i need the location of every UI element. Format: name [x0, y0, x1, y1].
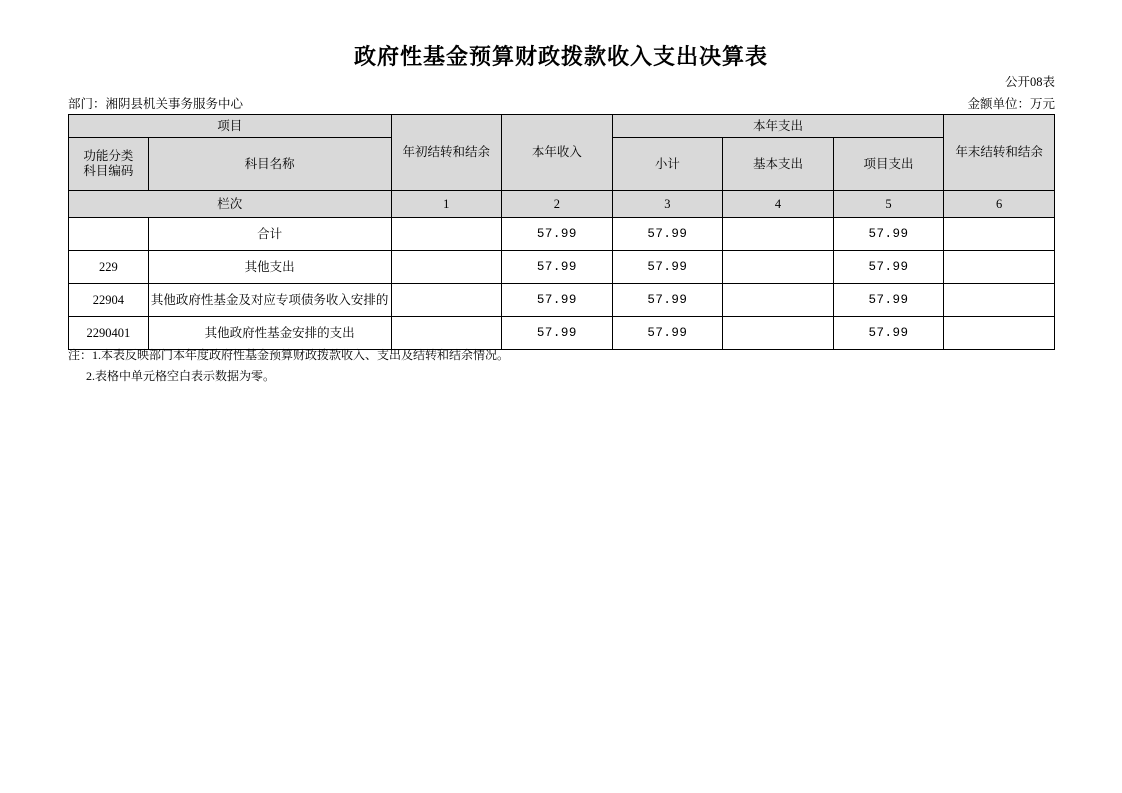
cell-basic [723, 218, 834, 251]
header-function-code-line2: 科目编码 [83, 164, 134, 178]
cell-project: 57.99 [833, 317, 944, 350]
cell-begin-balance [391, 218, 502, 251]
cell-basic [723, 317, 834, 350]
cell-basic [723, 251, 834, 284]
cell-project: 57.99 [833, 284, 944, 317]
header-function-code [69, 138, 149, 191]
cell-code: 2290401 [69, 317, 149, 350]
header-expenditure-group: 本年支出 [612, 115, 944, 138]
cell-end-balance [944, 317, 1055, 350]
cell-subtotal: 57.99 [612, 317, 723, 350]
cell-income: 57.99 [502, 284, 613, 317]
cell-code: 22904 [69, 284, 149, 317]
amount-unit-label: 金额单位：万元 [967, 97, 1055, 111]
column-number-row [69, 191, 1055, 218]
header-item-group: 项目 [69, 115, 392, 138]
cell-end-balance [944, 218, 1055, 251]
cell-project: 57.99 [833, 251, 944, 284]
cell-subtotal: 57.99 [612, 218, 723, 251]
form-code-label: 公开08表 [1004, 75, 1055, 89]
lanci-label: 栏次 [69, 191, 392, 218]
header-subtotal: 小计 [612, 138, 723, 191]
header-function-code-line1: 功能分类 [83, 149, 134, 163]
cell-project: 57.99 [833, 218, 944, 251]
cell-begin-balance [391, 251, 502, 284]
header-basic-expenditure: 基本支出 [723, 138, 834, 191]
lanci-6: 6 [944, 191, 1055, 218]
lanci-1: 1 [391, 191, 502, 218]
header-end-balance: 年末结转和结余 [944, 115, 1055, 191]
cell-name: 其他政府性基金及对应专项债务收入安排的 [148, 284, 391, 317]
lanci-2: 2 [502, 191, 613, 218]
page-title: 政府性基金预算财政拨款收入支出决算表 [353, 44, 768, 69]
cell-name: 其他支出 [148, 251, 391, 284]
cell-code: 229 [69, 251, 149, 284]
table-row [69, 218, 1055, 251]
note-line-2: 2.表格中单元格空白表示数据为零。 [86, 369, 276, 383]
cell-name: 合计 [148, 218, 391, 251]
cell-income: 57.99 [502, 251, 613, 284]
lanci-5: 5 [833, 191, 944, 218]
cell-income: 57.99 [502, 218, 613, 251]
lanci-4: 4 [723, 191, 834, 218]
budget-table [68, 114, 1055, 350]
cell-code [69, 218, 149, 251]
cell-begin-balance [391, 284, 502, 317]
table-notes [68, 345, 509, 387]
lanci-3: 3 [612, 191, 723, 218]
table-row [69, 251, 1055, 284]
table-header-group-row [69, 115, 1055, 138]
cell-basic [723, 284, 834, 317]
department-label: 部门：湘阴县机关事务服务中心 [68, 97, 244, 111]
cell-subtotal: 57.99 [612, 251, 723, 284]
header-project-expenditure: 项目支出 [833, 138, 944, 191]
cell-name: 其他政府性基金安排的支出 [148, 317, 391, 350]
cell-end-balance [944, 251, 1055, 284]
cell-income: 57.99 [502, 317, 613, 350]
header-income: 本年收入 [502, 115, 613, 191]
header-begin-balance: 年初结转和结余 [391, 115, 502, 191]
cell-end-balance [944, 284, 1055, 317]
header-subject-name: 科目名称 [148, 138, 391, 191]
table-row [69, 284, 1055, 317]
note-line-1: 注：1.本表反映部门本年度政府性基金预算财政拨款收入、支出及结转和结余情况。 [68, 348, 510, 362]
cell-subtotal: 57.99 [612, 284, 723, 317]
